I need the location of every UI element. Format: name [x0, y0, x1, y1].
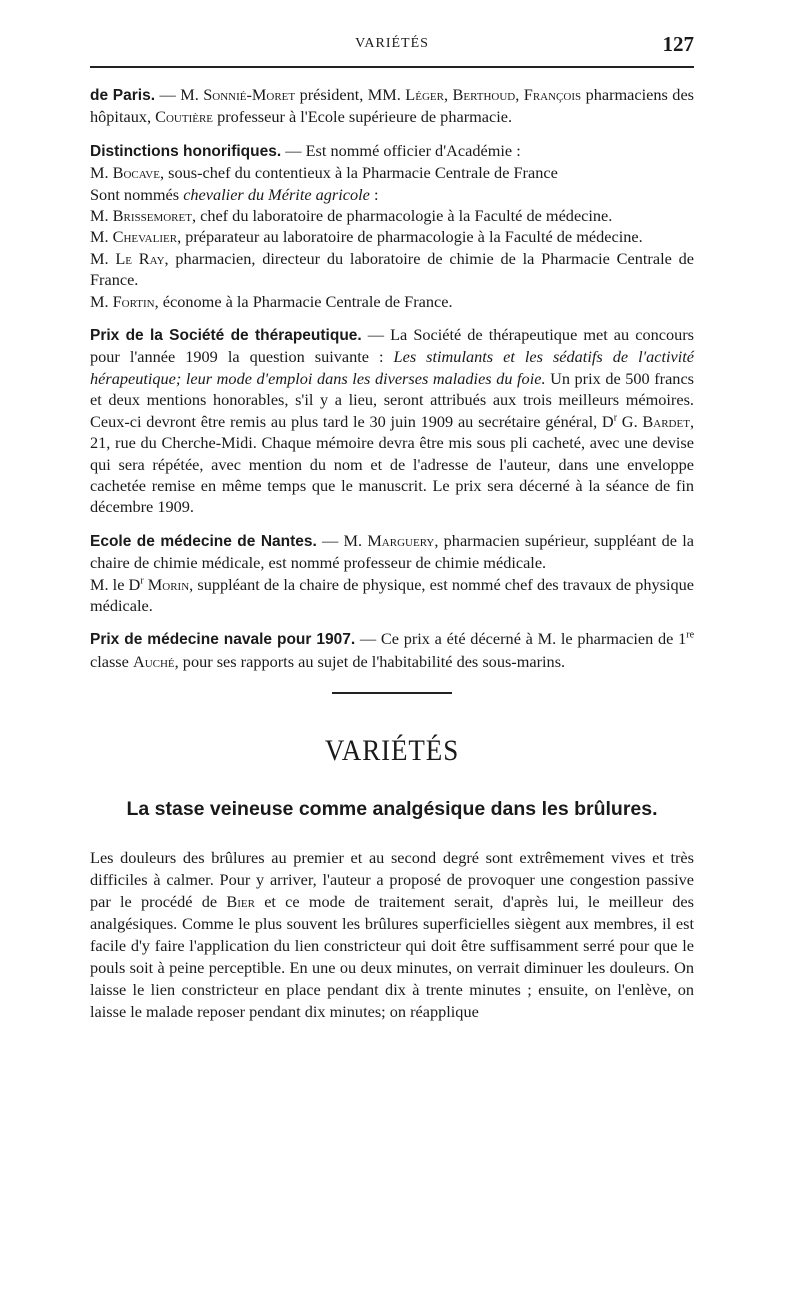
text: — La Société de thérapeutique met au concours pour l'année 1909 la question suivante :: [90, 325, 694, 367]
italic-text: Les stimulants et les sédatifs de l'activité hérapeutique; leur mode d'emploi dans les diverses maladies du foie.: [90, 347, 694, 388]
person-name: Chevalier: [112, 227, 178, 247]
person-name: Bocave: [112, 163, 160, 183]
person-name: Coutière: [155, 107, 214, 127]
paragraph-chevalier: [90, 226, 694, 247]
text: ,: [515, 85, 524, 104]
person-name: Bardet: [642, 411, 690, 431]
text: classe: [90, 651, 133, 671]
navale-lead: Prix de médecine navale pour 1907.: [90, 631, 356, 649]
person-name: Bier: [226, 892, 255, 912]
distinctions-lead: Distinctions honorifiques.: [90, 142, 282, 160]
text: président, MM.: [295, 85, 406, 104]
text: — Ce prix a été décerné à M. le pharmacien de 1: [355, 629, 687, 649]
paragraph-chevalier-merite: [90, 184, 694, 205]
societe-lead: Prix de la Société de thérapeutique.: [90, 327, 362, 345]
person-name: Berthoud: [452, 85, 516, 104]
text: , pharmacien, directeur du laboratoire de chimie de la Pharmacie Centrale de France.: [90, 248, 694, 290]
paris-lead: de Paris.: [90, 87, 156, 104]
superscript: r: [140, 575, 144, 587]
text: , 21, rue du Cherche-Midi. Chaque mémoire devra être mis sous pli cacheté, avec une devise qui sera répétée, avec mention du nom et de l'adresse de l'auteur, dans une enveloppe cachetée remise en même temps que le manuscrit. Le prix sera décerné à la séance de fin décembre 1909.: [90, 411, 695, 517]
document-page: [90, 30, 694, 1023]
text: pharmaciens des hôpitaux,: [90, 85, 695, 127]
running-title: VARIÉTÉS: [355, 36, 429, 51]
text: , sous-chef du contentieux à la Pharmacie Centrale de France: [159, 163, 558, 183]
text: , préparateur au laboratoire de pharmacologie à la Faculté de médecine.: [177, 227, 643, 247]
person-name: Le Ray: [115, 248, 165, 268]
person-name: François: [523, 85, 582, 104]
paragraph-le-ray: [90, 248, 694, 291]
paragraph-paris: [90, 84, 694, 128]
text: , chef du laboratoire de pharmacologie à la Faculté de médecine.: [191, 206, 613, 226]
text: M. le D: [90, 574, 141, 594]
superscript: re: [686, 629, 695, 641]
paragraph-nantes: [90, 530, 694, 574]
text: — M.: [155, 85, 204, 104]
news-section: [90, 84, 694, 672]
text: G.: [617, 411, 643, 431]
text: — Est nommé officier d'Académie :: [281, 140, 521, 160]
person-name: Sonnié-Moret: [203, 85, 296, 104]
text: , suppléant de la chaire de physique, est nommé chef des travaux de physique médicale.: [90, 574, 695, 615]
paragraph-fortin: [90, 291, 694, 312]
text: et ce mode de traitement serait, d'après lui, le meilleur des analgésiques. Comme le plus souvent les brûlures superficielles siègent aux membres, il est facile d'y faire l'application du lien constricteur qui doit être suffisamment serré pour que le pouls soit à peine perceptible. En une ou deux minutes, on verrait diminuer les douleurs. On laisse le lien constricteur en place pendant dix à trente minutes ; ensuite, on l'enlève, on laisse le malade reposer pendant dix minutes; on réapplique: [90, 892, 694, 1022]
superscript: r: [613, 412, 618, 424]
paragraph-societe-therapeutique: [90, 324, 694, 518]
person-name: Léger: [405, 85, 444, 104]
paragraph-morin: [90, 574, 694, 617]
paragraph-navale: [90, 628, 694, 672]
text: M.: [90, 291, 113, 311]
text: , pharmacien supérieur, suppléant de la chaire de chimie médicale, est nommé professeur de chimie médicale.: [90, 530, 694, 573]
text: M.: [90, 163, 113, 183]
section-divider: [332, 692, 452, 694]
text: professeur à l'Ecole supérieure de pharmacie.: [213, 107, 513, 127]
page-number: 127: [662, 32, 694, 56]
section-title: VARIÉTÉS: [324, 734, 460, 768]
text: Les douleurs des brûlures au premier et au second degré sont extrêmement vives et très difficiles à calmer. Pour y arriver, l'auteur a proposé de provoquer une congestion passive par le procédé de: [90, 848, 694, 912]
text: , économe à la Pharmacie Centrale de France.: [154, 291, 453, 311]
header-rule: [90, 66, 694, 68]
text: Un prix de 500 francs et deux mentions honorables, s'il y a lieu, seront attribués aux trois meilleurs mémoires. Ceux-ci devront être remis au plus tard le 30 juin 1909 au secrétaire général, D: [90, 368, 695, 431]
article-paragraph: [90, 847, 694, 1023]
paragraph-brissemoret: [90, 205, 694, 226]
paragraph-distinctions: [90, 140, 694, 162]
person-name: Auché: [132, 651, 175, 671]
text: M.: [90, 206, 113, 226]
text: M.: [90, 227, 113, 247]
text: — M.: [316, 530, 368, 550]
nantes-lead: Ecole de médecine de Nantes.: [90, 532, 317, 550]
text: M.: [90, 248, 116, 268]
italic-text: chevalier du Mérite agricole: [183, 184, 370, 204]
text: :: [369, 184, 379, 204]
person-name: Morin: [147, 574, 190, 594]
article-body: [90, 847, 694, 1023]
text: ,: [443, 85, 453, 104]
person-name: Marguery: [367, 530, 435, 550]
paragraph-bocave: [90, 162, 694, 183]
person-name: Fortin: [112, 291, 155, 311]
article-title: La stase veineuse comme analgésique dans les brûlures.: [126, 798, 658, 821]
running-header: [90, 30, 694, 60]
person-name: Brissemoret: [112, 206, 192, 226]
text: , pour ses rapports au sujet de l'habitabilité des sous-marins.: [174, 651, 566, 671]
text: Sont nommés: [90, 184, 184, 204]
